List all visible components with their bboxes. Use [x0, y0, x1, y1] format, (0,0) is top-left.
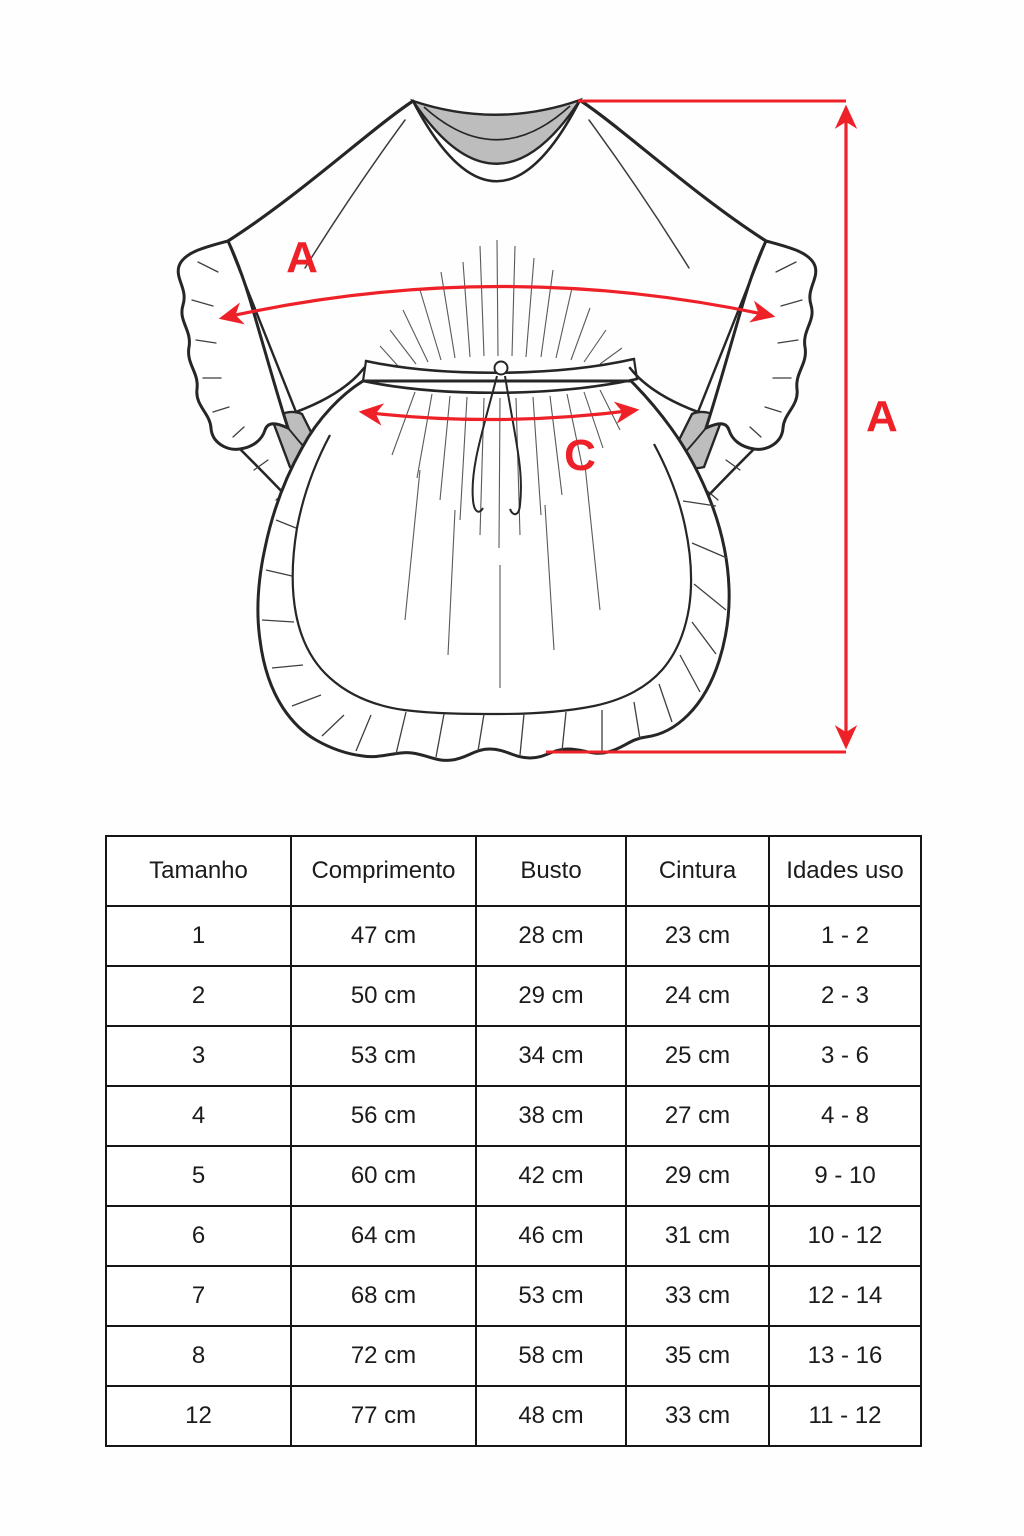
waist-cell: 25 cm — [626, 1026, 769, 1086]
bust-cell: 53 cm — [476, 1266, 626, 1326]
size-table — [105, 835, 922, 1447]
ages-cell: 2 - 3 — [769, 966, 921, 1026]
waist-cell: 31 cm — [626, 1206, 769, 1266]
waist-cell: 24 cm — [626, 966, 769, 1026]
bust-cell: 48 cm — [476, 1386, 626, 1446]
table-row — [106, 1386, 921, 1446]
bust-cell: 28 cm — [476, 906, 626, 966]
size-cell: 7 — [106, 1266, 291, 1326]
ages-cell: 9 - 10 — [769, 1146, 921, 1206]
ages-cell: 1 - 2 — [769, 906, 921, 966]
length-label: A — [866, 392, 898, 441]
bust-cell: 42 cm — [476, 1146, 626, 1206]
size-cell: 8 — [106, 1326, 291, 1386]
waist-cell: 27 cm — [626, 1086, 769, 1146]
waist-cell: 33 cm — [626, 1266, 769, 1326]
ages-cell: 3 - 6 — [769, 1026, 921, 1086]
bust-cell: 58 cm — [476, 1326, 626, 1386]
table-row — [106, 906, 921, 966]
table-header-row — [106, 836, 921, 906]
size-cell: 1 — [106, 906, 291, 966]
bust-label: A — [286, 233, 318, 282]
ages-cell: 11 - 12 — [769, 1386, 921, 1446]
sleeve-top-edge — [228, 101, 413, 241]
bodice-gathers — [380, 240, 622, 366]
neck-opening-shade — [413, 100, 580, 164]
waist-label: C — [564, 431, 596, 480]
ages-cell: 4 - 8 — [769, 1086, 921, 1146]
table-row — [106, 1146, 921, 1206]
ages-cell: 12 - 14 — [769, 1266, 921, 1326]
size-cell: 3 — [106, 1026, 291, 1086]
bust-cell: 46 cm — [476, 1206, 626, 1266]
header-length: Comprimento — [291, 836, 476, 906]
ages-cell: 10 - 12 — [769, 1206, 921, 1266]
length-cell: 53 cm — [291, 1026, 476, 1086]
length-cell: 56 cm — [291, 1086, 476, 1146]
bust-cell: 29 cm — [476, 966, 626, 1026]
size-cell: 12 — [106, 1386, 291, 1446]
table-row — [106, 1266, 921, 1326]
waist-cell: 35 cm — [626, 1326, 769, 1386]
bust-cell: 38 cm — [476, 1086, 626, 1146]
table-row — [106, 1326, 921, 1386]
size-cell: 5 — [106, 1146, 291, 1206]
length-cell: 68 cm — [291, 1266, 476, 1326]
length-cell: 47 cm — [291, 906, 476, 966]
table-row — [106, 966, 921, 1026]
size-cell: 6 — [106, 1206, 291, 1266]
table-row — [106, 1086, 921, 1146]
table-row — [106, 1206, 921, 1266]
length-cell: 77 cm — [291, 1386, 476, 1446]
bust-cell: 34 cm — [476, 1026, 626, 1086]
waist-cell: 33 cm — [626, 1386, 769, 1446]
table-row — [106, 1026, 921, 1086]
size-cell: 4 — [106, 1086, 291, 1146]
length-cell: 50 cm — [291, 966, 476, 1026]
ages-cell: 13 - 16 — [769, 1326, 921, 1386]
header-size: Tamanho — [106, 836, 291, 906]
neckline — [413, 100, 580, 181]
header-ages: Idades uso — [769, 836, 921, 906]
header-waist: Cintura — [626, 836, 769, 906]
length-cell: 60 cm — [291, 1146, 476, 1206]
size-cell: 2 — [106, 966, 291, 1026]
length-cell: 64 cm — [291, 1206, 476, 1266]
waist-cell: 29 cm — [626, 1146, 769, 1206]
waist-cell: 23 cm — [626, 906, 769, 966]
header-bust: Busto — [476, 836, 626, 906]
length-cell: 72 cm — [291, 1326, 476, 1386]
sleeve-ruffle — [178, 241, 288, 449]
